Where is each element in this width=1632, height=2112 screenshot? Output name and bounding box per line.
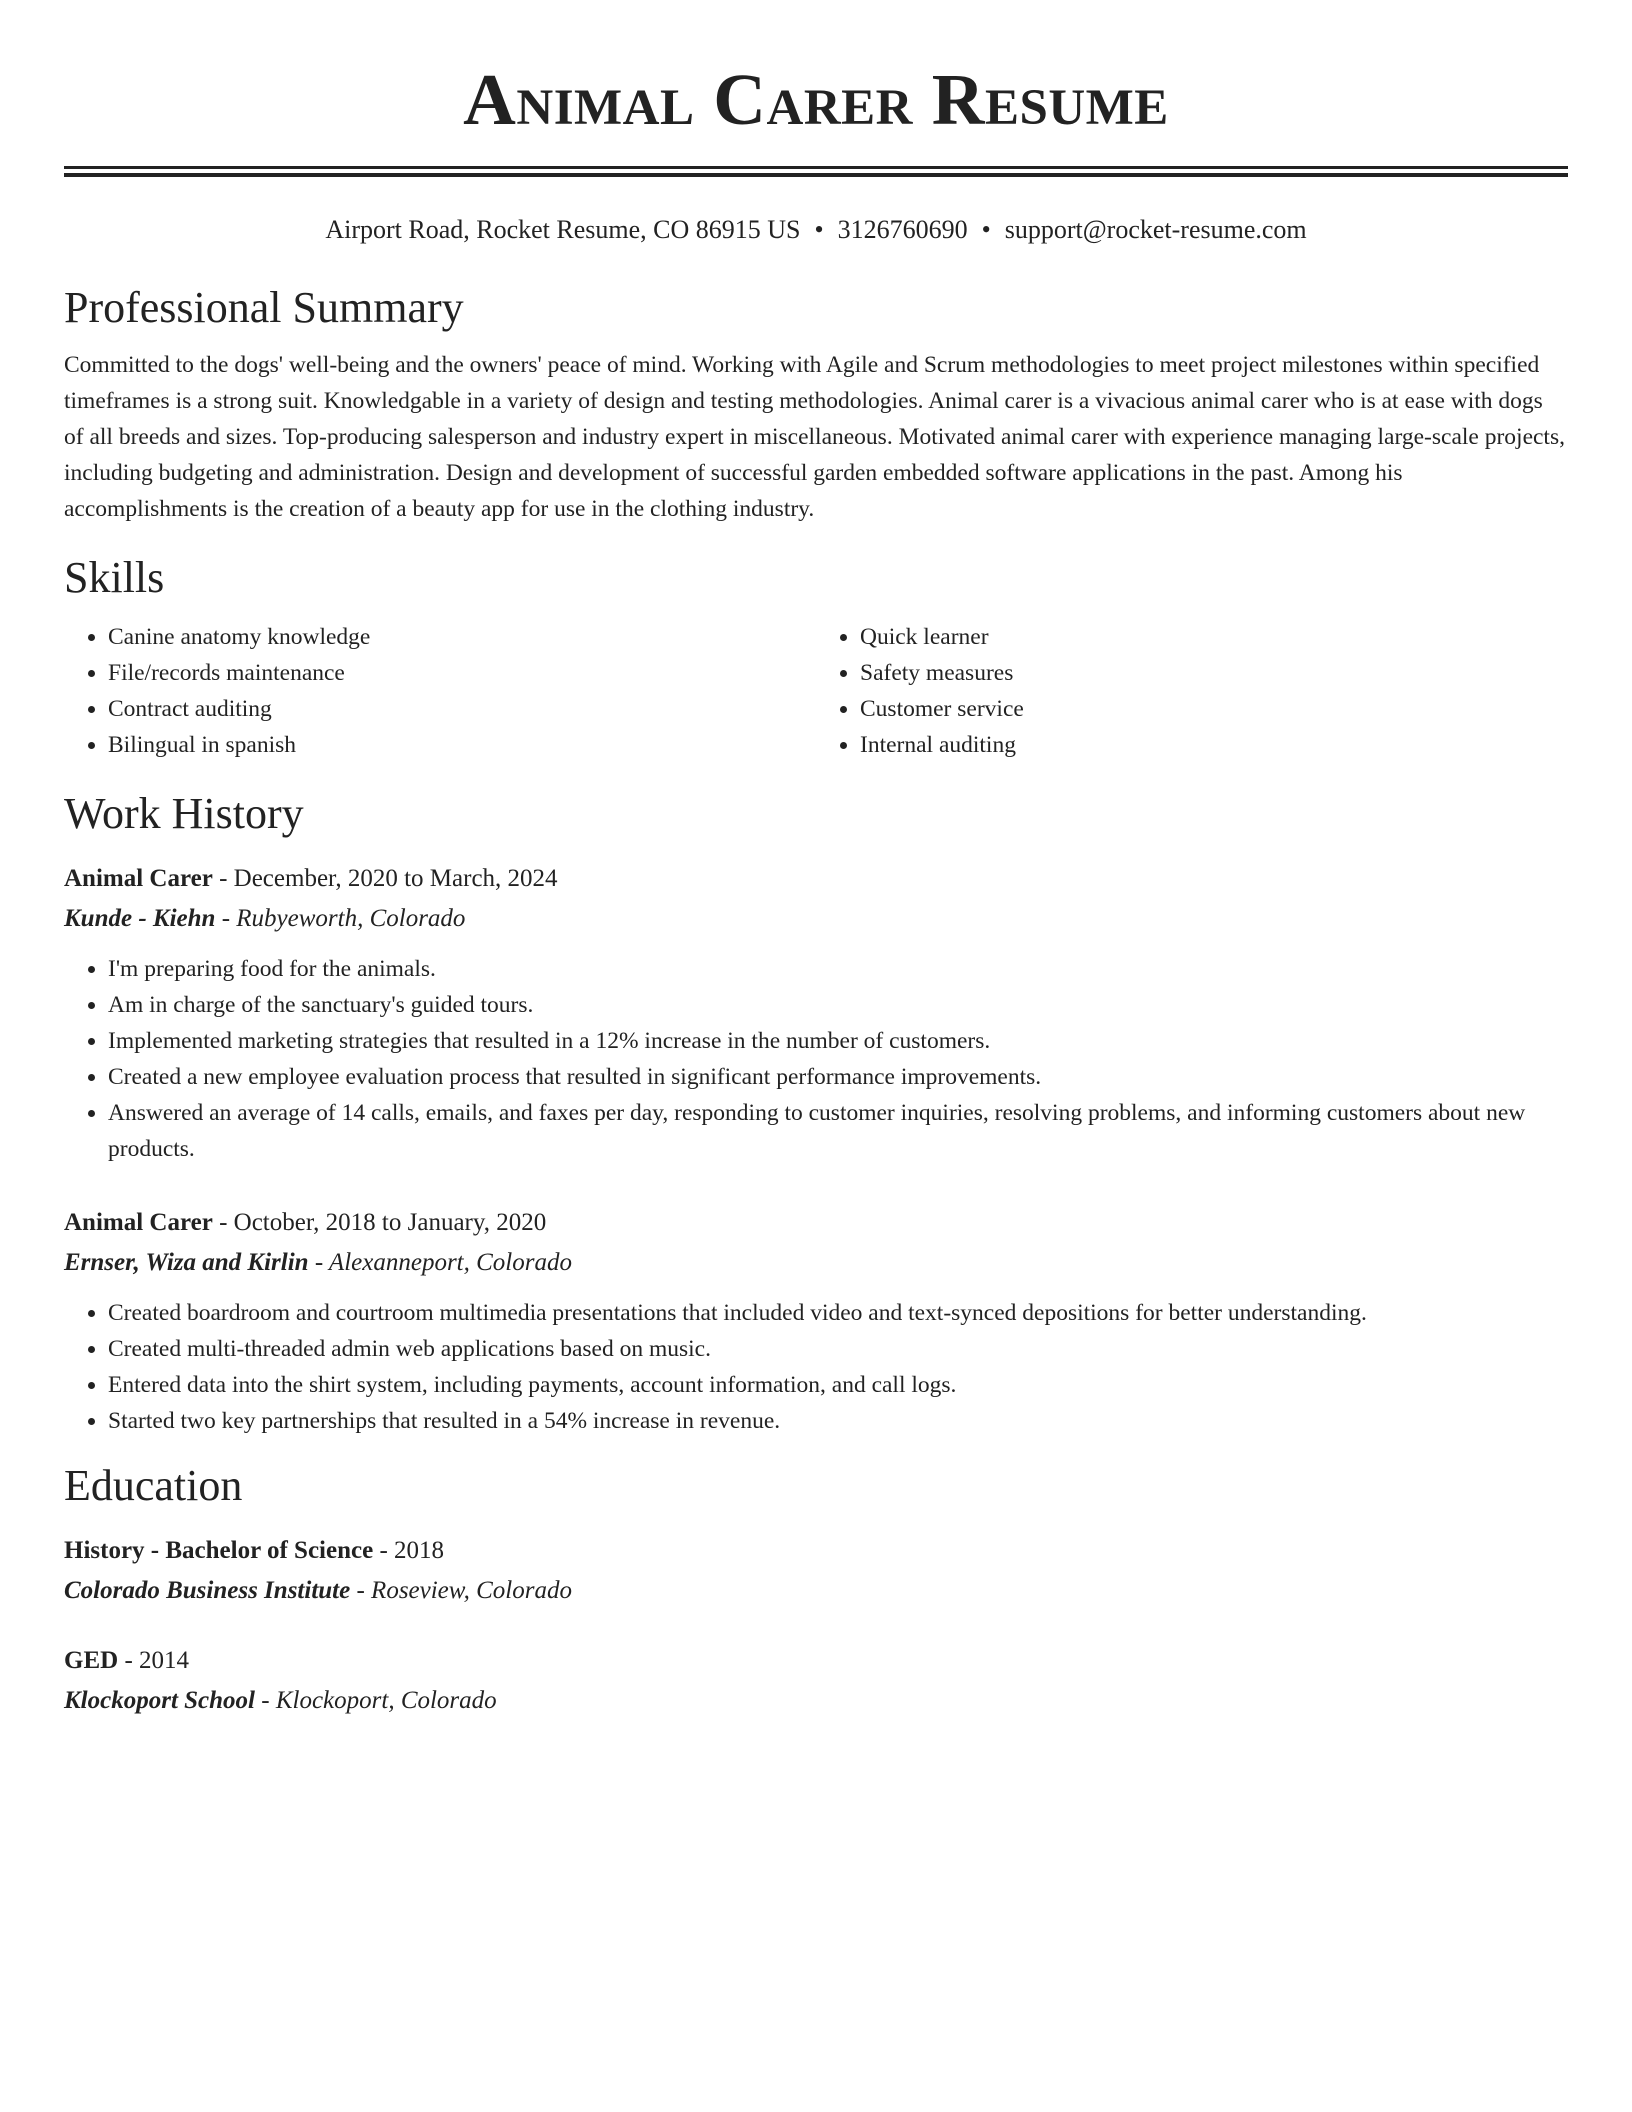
job-dates: - October, 2018 to January, 2020 xyxy=(212,1209,547,1236)
education-school-line xyxy=(64,1571,1568,1611)
contact-separator: • xyxy=(814,215,824,244)
job-company-line xyxy=(64,1243,1568,1283)
education-year: - 2014 xyxy=(118,1647,190,1674)
job-bullet: • I'm preparing food for the animals. xyxy=(108,951,1568,987)
education-location: - Klockoport, Colorado xyxy=(255,1687,497,1714)
job-location: - Rubyeworth, Colorado xyxy=(215,905,466,932)
title-double-rule xyxy=(64,166,1568,177)
job-bullet: • Created boardroom and courtroom multimedia presentations that included video and text-synced depositions for better understanding. xyxy=(108,1295,1568,1331)
education-entry xyxy=(64,1531,1568,1611)
job-company-line xyxy=(64,899,1568,939)
education-location: - Roseview, Colorado xyxy=(350,1577,572,1604)
education-degree: History - Bachelor of Science xyxy=(64,1537,374,1564)
education-school: Klockoport School xyxy=(64,1687,255,1714)
job-title-line xyxy=(64,1203,1568,1243)
education-year: - 2018 xyxy=(373,1537,445,1564)
skill-item: • Customer service xyxy=(860,691,1568,727)
skill-item: • Bilingual in spanish xyxy=(108,727,816,763)
job-title: Animal Carer xyxy=(64,865,213,892)
job-bullets xyxy=(64,1295,1568,1439)
skills-right-column xyxy=(816,619,1568,763)
job-entry xyxy=(64,1203,1568,1439)
contact-separator: • xyxy=(981,215,991,244)
work-history-heading: Work History xyxy=(64,789,304,838)
education-heading: Education xyxy=(64,1461,243,1510)
job-bullet: • Started two key partnerships that resulted in a 54% increase in revenue. xyxy=(108,1403,1568,1439)
contact-email: support@rocket-resume.com xyxy=(1004,215,1307,244)
education-school: Colorado Business Institute xyxy=(64,1577,351,1604)
summary-text: Committed to the dogs' well-being and the owners' peace of mind. Working with Agile and Scrum methodologies to meet project milestones within specified timeframes is a strong suit. Knowledgable in a variety of design and testing methodologies. Animal carer is a vivacious animal carer who is at ease with dogs of all breeds and sizes. Top-producing salesperson and industry expert in miscellaneous. Motivated animal carer with experience managing large-scale projects, including budgeting and administration. Design and development of successful garden embedded software applications in the past. Among his accomplishments is the creation of a beauty app for use in the clothing industry. xyxy=(64,352,1565,522)
skill-item: • Quick learner xyxy=(860,619,1568,655)
contact-phone: 3126760690 xyxy=(837,215,968,244)
skill-item: • File/records maintenance xyxy=(108,655,816,691)
job-bullet: • Am in charge of the sanctuary's guided tours. xyxy=(108,987,1568,1023)
job-bullet: • Entered data into the shirt system, including payments, account information, and call logs. xyxy=(108,1367,1568,1403)
skill-item: • Safety measures xyxy=(860,655,1568,691)
skills-left-column xyxy=(64,619,816,763)
education-school-line xyxy=(64,1681,1568,1721)
job-title: Animal Carer xyxy=(64,1209,213,1236)
education-entry xyxy=(64,1641,1568,1721)
job-bullets xyxy=(64,951,1568,1167)
summary-heading: Professional Summary xyxy=(64,283,464,332)
skills-heading: Skills xyxy=(64,553,165,602)
skills-grid xyxy=(64,619,1568,763)
skill-item: • Canine anatomy knowledge xyxy=(108,619,816,655)
skill-item: • Contract auditing xyxy=(108,691,816,727)
job-entry xyxy=(64,859,1568,1167)
contact-line xyxy=(64,213,1568,247)
job-bullet: • Created multi-threaded admin web applications based on music. xyxy=(108,1331,1568,1367)
job-bullet: • Answered an average of 14 calls, emails, and faxes per day, responding to customer inquiries, resolving problems, and informing customers about new products. xyxy=(108,1095,1568,1167)
job-title-line xyxy=(64,859,1568,899)
job-location: - Alexanneport, Colorado xyxy=(308,1249,572,1276)
education-degree-line xyxy=(64,1531,1568,1571)
contact-address: Airport Road, Rocket Resume, CO 86915 US xyxy=(325,215,801,244)
education-degree: GED xyxy=(64,1647,119,1674)
job-bullet: • Created a new employee evaluation process that resulted in significant performance improvements. xyxy=(108,1059,1568,1095)
job-company: Kunde - Kiehn xyxy=(64,905,216,932)
skill-item: • Internal auditing xyxy=(860,727,1568,763)
job-bullet: • Implemented marketing strategies that resulted in a 12% increase in the number of customers. xyxy=(108,1023,1568,1059)
education-degree-line xyxy=(64,1641,1568,1681)
job-company: Ernser, Wiza and Kirlin xyxy=(64,1249,309,1276)
job-dates: - December, 2020 to March, 2024 xyxy=(212,865,558,892)
resume-title: Animal Carer Resume xyxy=(463,59,1169,140)
